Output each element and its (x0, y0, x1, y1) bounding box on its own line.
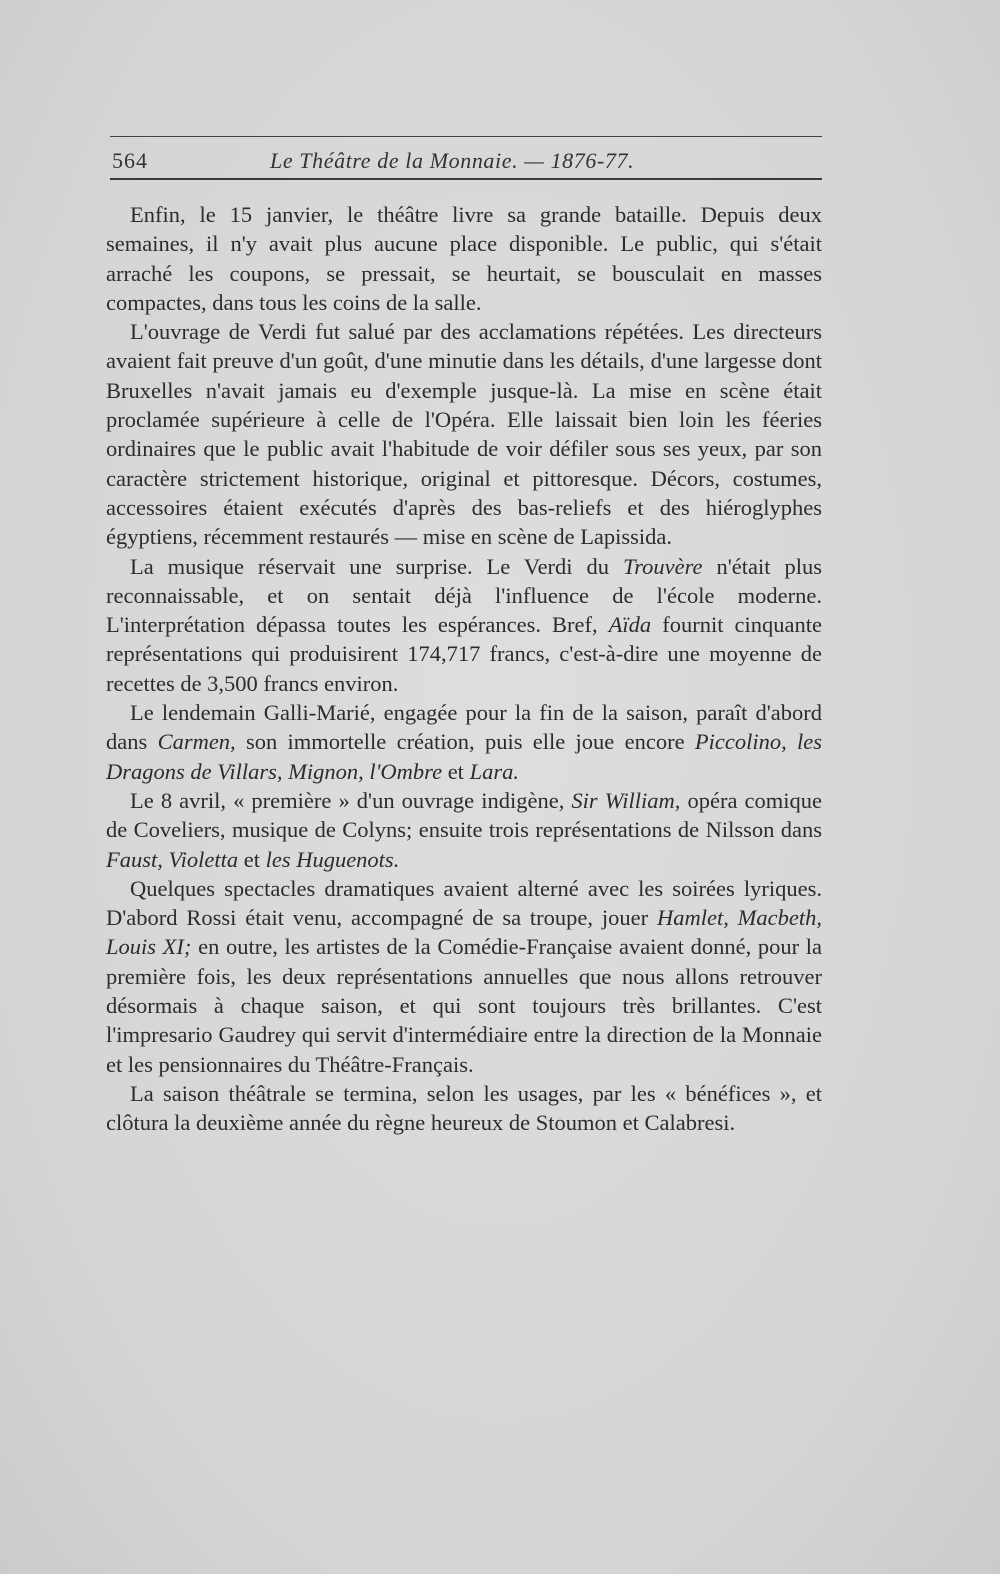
paragraph-text: L'ouvrage de Verdi fut salué par des acclamations répétées. Les directeurs avaient fait preuve d'un goût, d'une minutie dans les détails, d'une largesse dont Bruxelles n'avait jamais eu d'exemple jusque-là. La mise en scène était proclamée supérieure à celle de l'Opéra. Elle laissait bien loin les féeries ordinaires que le public avait l'habitude de voir défiler sous ses yeux, par son caractère strictement historique, original et pittoresque. Décors, costumes, accessoires étaient exécutés d'après des bas-reliefs et des hiéroglyphes égyptiens, récemment restaurés — mise en scène de Lapissida. (106, 319, 822, 550)
paragraph-text: Enfin, le 15 janvier, le théâtre livre sa grande bataille. Depuis deux semaines, il n'y avait plus aucune place disponible. Le public, qui s'était arraché les coupons, se pressait, se heurtait, se bousculait en masses compactes, dans tous les coins de la salle. (106, 202, 822, 315)
paragraph-text: Le lendemain Galli-Marié, engagée pour la fin de la saison, paraît d'abord dans (106, 700, 822, 755)
italic-title-text: Piccolino, les Dragons de Villars, Mignon, l'Ombre (106, 729, 823, 784)
paragraph-text: La musique réservait une surprise. Le Verdi du (130, 553, 623, 579)
italic-title-text: les Huguenots. (265, 846, 400, 872)
paragraph-text: et (442, 758, 470, 784)
paragraph-text: Quelques spectacles dramatiques avaient alterné avec les soirées lyriques. D'abord Rossi était venu, accompagné de sa troupe, jouer (106, 875, 822, 931)
paragraph (106, 1079, 822, 1138)
header-rule-bottom (110, 178, 822, 180)
paragraph (106, 786, 822, 874)
page-number: 564 (112, 148, 148, 173)
body-text (106, 200, 822, 1138)
paragraph-text: n'était plus reconnaissable, et on sentait déjà l'influence de l'école moderne. L'interprétation dépassa toutes les espérances. Bref, (106, 553, 822, 638)
header-rule-top (110, 136, 822, 137)
italic-title-text: Trouvère (622, 553, 703, 579)
paragraph-text: son immortelle création, puis elle joue encore (235, 729, 695, 755)
italic-title-text: Carmen, (157, 729, 236, 755)
paragraph-text: et (238, 846, 266, 872)
italic-title-text: Sir William, (571, 787, 681, 813)
paragraph-text: en outre, les artistes de la Comédie-Française avaient donné, pour la première fois, les deux représentations annuelles que nous allons retrouver désormais à chaque saison, et qui sont toujours très brillantes. C'est l'impresario Gaudrey qui servit d'intermédiaire entre la direction de la Monnaie et les pensionnaires du Théâtre-Français. (106, 934, 822, 1077)
paragraph-text: Le 8 avril, « première » d'un ouvrage indigène, (130, 787, 572, 813)
paragraph (106, 698, 822, 786)
page-header (112, 140, 824, 176)
paragraph-text: opéra comique de Coveliers, musique de Colyns; ensuite trois représentations de Nilsson dans (106, 787, 822, 843)
paragraph (106, 552, 822, 698)
italic-title-text: Hamlet, Macbeth, Louis XI; (106, 905, 822, 960)
paragraph (106, 200, 822, 317)
paragraph (106, 874, 822, 1079)
paragraph (106, 317, 822, 551)
paragraph-text: La saison théâtrale se termina, selon les usages, par les « bénéfices », et clôtura la deuxième année du règne heureux de Stoumon et Calabresi. (106, 1080, 822, 1136)
running-title: Le Théâtre de la Monnaie. — 1876-77. (270, 148, 635, 173)
italic-title-text: Faust, Violetta (106, 846, 239, 872)
paragraph-text: fournit cinquante représentations qui produisirent 174,717 francs, c'est-à-dire une moyenne de recettes de 3,500 francs environ. (106, 612, 822, 696)
italic-title-text: Aïda (608, 612, 652, 638)
italic-title-text: Lara. (469, 758, 519, 784)
